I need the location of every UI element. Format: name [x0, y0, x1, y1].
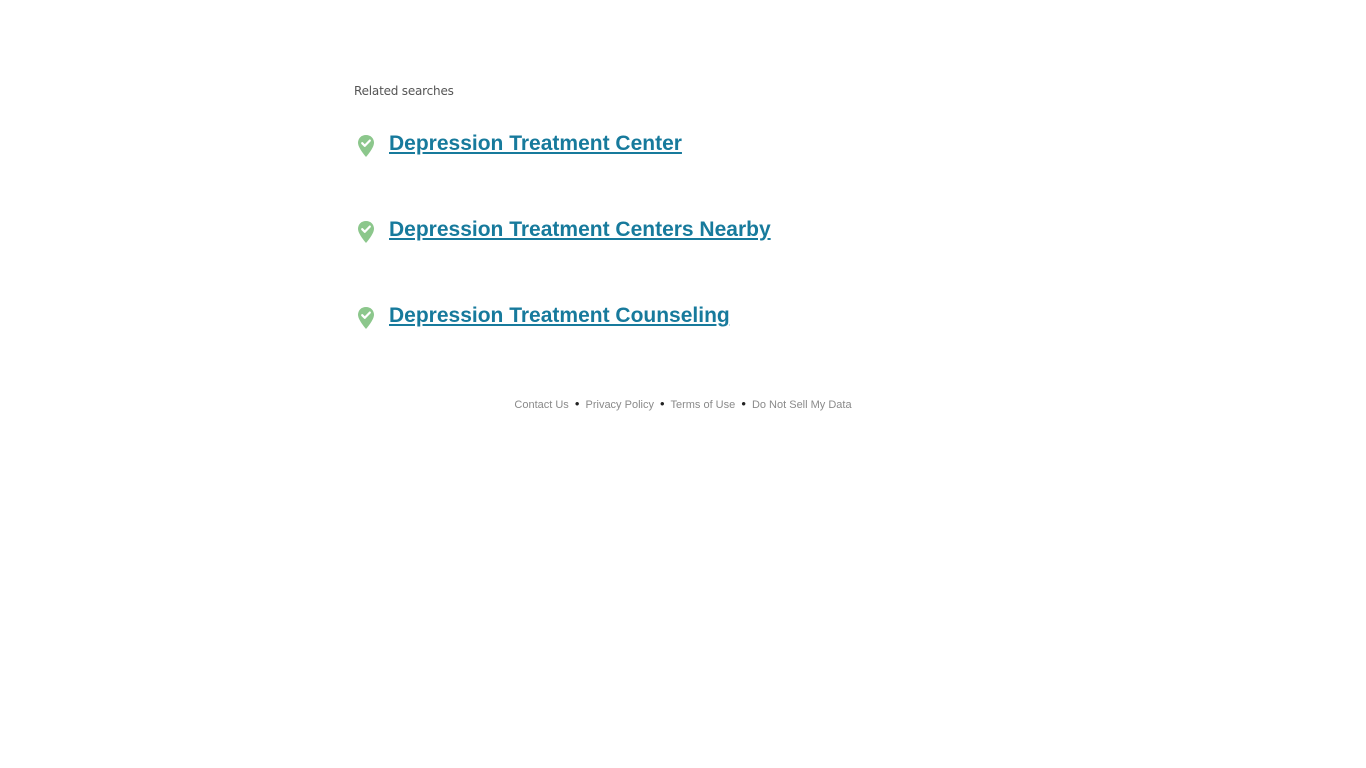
- related-search-link-depression-treatment-counseling[interactable]: Depression Treatment Counseling: [389, 304, 730, 327]
- check-pin-icon: [357, 306, 375, 330]
- footer: [0, 396, 1366, 411]
- list-item: [354, 128, 1054, 214]
- related-search-link-depression-treatment-centers-nearby[interactable]: Depression Treatment Centers Nearby: [389, 218, 771, 241]
- footer-link-privacy-policy[interactable]: Privacy Policy: [585, 399, 654, 411]
- check-pin-icon: [357, 134, 375, 158]
- footer-separator: •: [660, 396, 665, 411]
- check-pin-icon: [357, 220, 375, 244]
- footer-separator: •: [574, 396, 580, 411]
- list-item: [354, 300, 1054, 386]
- related-searches-label: Related searches: [354, 84, 454, 98]
- footer-link-terms-of-use[interactable]: Terms of Use: [670, 399, 736, 411]
- footer-link-contact-us[interactable]: Contact Us: [514, 399, 569, 411]
- list-item: [354, 214, 1054, 300]
- footer-link-do-not-sell-my-data[interactable]: Do Not Sell My Data: [751, 399, 852, 411]
- related-searches-list: [354, 128, 1054, 386]
- related-search-link-depression-treatment-center[interactable]: Depression Treatment Center: [389, 132, 682, 155]
- footer-separator: •: [741, 396, 746, 411]
